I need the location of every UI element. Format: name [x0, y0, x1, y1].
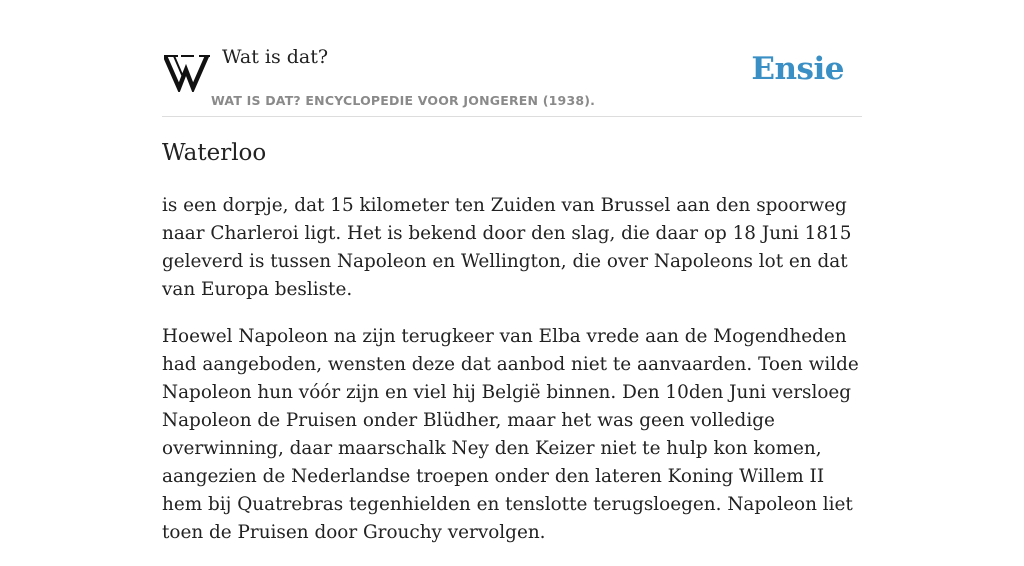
article-paragraph: is een dorpje, dat 15 kilometer ten Zuiden van Brussel aan den spoorweg naar Charleroi ligt. Het is bekend door den slag, die daar op 18 Juni 1815 geleverd is tussen Napoleon en Wellington, die over Napoleons lot en dat van Europa besliste.	[162, 195, 852, 300]
wikisource-w-icon[interactable]	[164, 50, 210, 92]
article-body	[162, 192, 862, 566]
source-title[interactable]: Wat is dat?	[222, 46, 329, 68]
page-header	[162, 0, 862, 117]
source-subtitle: WAT IS DAT? ENCYCLOPEDIE VOOR JONGEREN (1938).	[211, 93, 596, 108]
article-paragraph: Hoewel Napoleon na zijn terugkeer van Elba vrede aan de Mogendheden had aangeboden, wensten deze dat aanbod niet te aanvaarden. Toen wilde Napoleon hun vóór zijn en viel hij België binnen. Den 10den Juni versloeg Napoleon de Pruisen onder Blüdher, maar het was geen volledige overwinning, daar maarschalk Ney den Keizer niet te hulp kon komen, aangezien de Nederlandse troepen onder den lateren Koning Willem II hem bij Quatrebras tegenhielden en tenslotte terugsloegen. Napoleon liet toen de Pruisen door Grouchy vervolgen.	[162, 326, 859, 543]
ensie-logo-link[interactable]: Ensie	[751, 51, 844, 87]
page-title: Waterloo	[162, 140, 267, 166]
